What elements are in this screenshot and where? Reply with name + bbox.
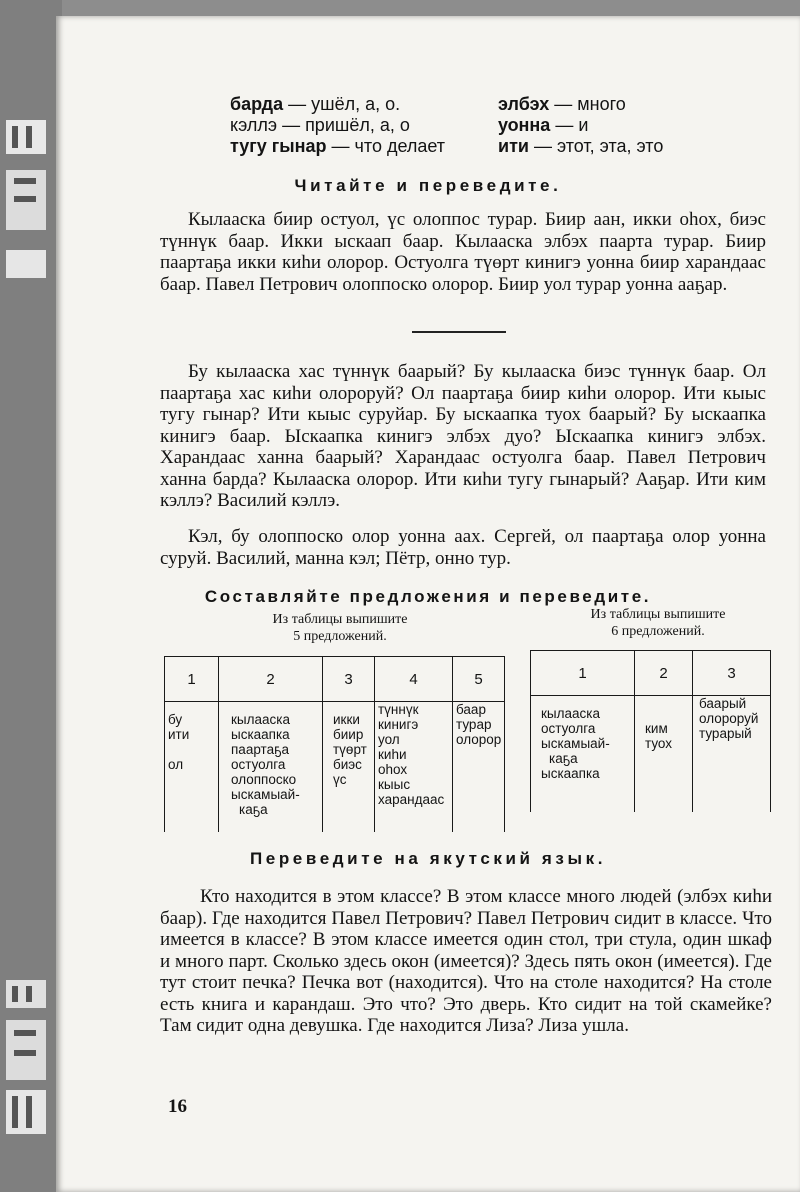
vocab-entry: ити — этот, эта, это [498, 136, 664, 156]
table-cell: икки биир түөрт биэс үс [323, 702, 375, 833]
vocab-entry: элбэх — много [498, 94, 626, 114]
page-number: 16 [168, 1096, 187, 1117]
vocab-entry: тугу гынар — что делает [230, 136, 446, 156]
table-cell: баарый олороруй турарый [693, 696, 771, 813]
table-header-cell: 1 [165, 657, 219, 702]
page-content [56, 16, 800, 1192]
table-cell: ким туох [635, 696, 693, 813]
table-header-cell: 3 [693, 651, 771, 696]
table-header-row [531, 651, 771, 696]
section-heading-translate-yakut: Переведите на якутский язык. [249, 849, 607, 868]
table-header-cell: 5 [453, 657, 505, 702]
binding-edge-marks [2, 100, 50, 1150]
scan-edge [0, 0, 62, 1192]
reading-paragraph: Кылааска биир остуол, үс олоппос турар. Биир аан, икки оһох, биэс түннүк баар. Икки ыскаап баар. Кылааска элбэх паарта турар. Биир паартаҕа икки киһи олорор. Остуолга түөрт кинигэ уонна биир харандаас баар. Павел Петрович олоппоско олорор. Биир уол турар уонна ааҕар. [160, 209, 766, 295]
table-cell: түннүк кинигэ уол киһи оһох кыыс харандаас [375, 702, 453, 833]
table-row [165, 702, 505, 833]
book-page [56, 16, 800, 1192]
vocab-entry: барда — ушёл, а, о. [230, 94, 401, 114]
vocabulary-right [498, 94, 663, 157]
table-header-cell: 1 [531, 651, 635, 696]
dialogue-paragraph: Бу кылааска хас түннүк баарый? Бу кылааска биэс түннүк баар. Ол паартаҕа хас киһи олороруй? Ол паартаҕа биир киһи олорор. Ити кыыс тугу гынар? Ити кыыс суруйар. Бу ыскаапка туох баарый? Бу ыскаапка кинигэ баар. Ыскаапка кинигэ элбэх дуо? Ыскаапка кинигэ элбэх. Харандаас ханна баарый? Харандаас остуолга баар. Павел Петрович ханна барда? Кылааска олорор. Ити киһи тугу гынарый? Ааҕар. Ити ким кэллэ? Василий кэллэ. [160, 361, 766, 511]
translation-paragraph: Кто находится в этом классе? В этом классе много людей (элбэх киһи баар). Где находится Павел Петрович? Павел Петрович сидит в классе. Что имеется в классе? В этом классе имеется один стол, три стула, один шкаф и много парт. Сколько здесь окон (имеется)? Здесь пять окон (имеется). Где тут стоит печка? Печка вот (находится). Что на столе находится? На столе есть книга и карандаш. Это что? Это дверь. Кто сидит на той скамейке? Там сидит одна девушка. Где находится Лиза? Лиза ушла. [160, 886, 772, 1036]
command-paragraph: Кэл, бу олоппоско олор уонна аах. Сергей, ол паартаҕа олор уонна суруй. Василий, манна кэл; Пётр, онно тур. [160, 526, 766, 569]
table-cell: баар турар олорор [453, 702, 505, 833]
table-header-cell: 4 [375, 657, 453, 702]
left-sentence-table [164, 656, 505, 832]
table-header-cell: 2 [219, 657, 323, 702]
table-cell: кылааска ыскаапка паартаҕа остуолга олоппоско ыскамыай- каҕа [219, 702, 323, 833]
section-heading-compose: Составляйте предложения и переведите. [204, 587, 652, 606]
table-header-row [165, 657, 505, 702]
section-heading-read-translate: Читайте и переведите. [294, 176, 562, 195]
table-cell: бу ити ол [165, 702, 219, 833]
table-header-cell: 3 [323, 657, 375, 702]
vocab-entry: кэллэ — пришёл, а, о [230, 115, 410, 135]
table-cell: кылааска остуолга ыскамыай- каҕа ыскаапка [531, 696, 635, 813]
vocabulary-left [230, 94, 445, 157]
table-header-cell: 2 [635, 651, 693, 696]
vocab-entry: уонна — и [498, 115, 589, 135]
section-divider [412, 331, 506, 333]
right-sentence-table [530, 650, 771, 812]
table-row [531, 696, 771, 813]
right-table-caption: Из таблицы выпишите 6 предложений. [590, 607, 726, 639]
left-table-caption: Из таблицы выпишите 5 предложений. [272, 612, 408, 644]
